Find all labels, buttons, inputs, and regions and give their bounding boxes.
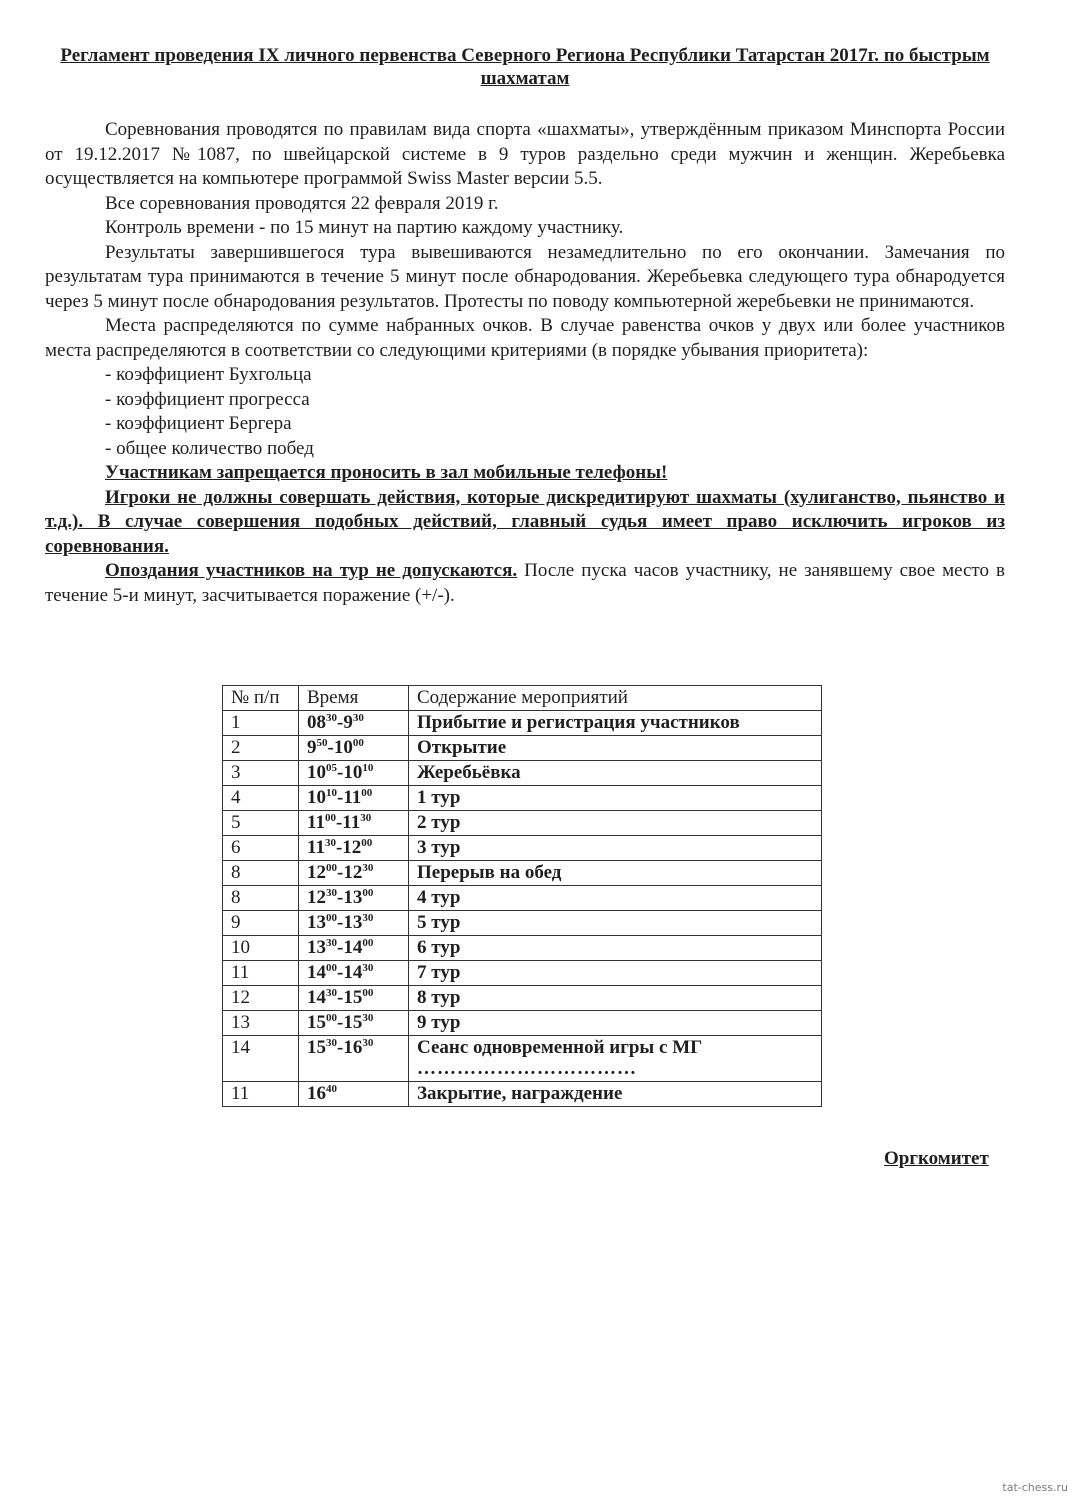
time-start-minutes: 30 xyxy=(326,937,337,949)
warning-phones-text: Участникам запрещается проносить в зал мобильные телефоны! xyxy=(105,462,668,483)
table-row xyxy=(223,811,822,836)
time-end-hour: 10 xyxy=(343,762,363,783)
site-watermark: tat-chess.ru xyxy=(1002,1481,1068,1494)
row-time xyxy=(299,961,409,986)
warning-late xyxy=(45,559,1005,608)
time-end-minutes: 30 xyxy=(362,862,374,874)
time-end-minutes: 00 xyxy=(352,737,364,749)
time-start-hour: 12 xyxy=(307,862,326,883)
row-number: 13 xyxy=(223,1011,299,1036)
event-text: 7 тур xyxy=(417,962,461,983)
row-number: 9 xyxy=(223,911,299,936)
time-start-minutes: 30 xyxy=(326,712,337,724)
event-text: 8 тур xyxy=(417,987,461,1008)
row-time xyxy=(299,736,409,761)
row-time xyxy=(299,986,409,1011)
time-end-hour: 10 xyxy=(333,737,353,758)
row-number: 3 xyxy=(223,761,299,786)
time-start-minutes: 00 xyxy=(326,962,337,974)
time-dash: - xyxy=(337,862,344,883)
event-text: Жеребьёвка xyxy=(417,762,521,783)
time-start-hour: 10 xyxy=(307,787,326,808)
table-row xyxy=(223,1036,822,1082)
schedule-table xyxy=(222,685,822,1107)
event-text: Сеанс одновременной игры с МГ xyxy=(417,1037,703,1058)
time-end-hour: 14 xyxy=(343,937,363,958)
time-start-hour: 9 xyxy=(307,737,317,758)
paragraph-time-control: Контроль времени - по 15 минут на партию каждому участнику. xyxy=(105,217,624,238)
paragraph-date: Все соревнования проводятся 22 февраля 2019 г. xyxy=(105,192,499,214)
time-dash: - xyxy=(327,737,334,758)
time-dash: - xyxy=(337,712,344,733)
time-start-hour: 10 xyxy=(307,762,326,783)
time-dash: - xyxy=(335,812,343,833)
time-end-hour: 12 xyxy=(343,862,363,883)
row-time xyxy=(299,936,409,961)
event-text: Открытие xyxy=(417,737,507,758)
time-end-hour: 13 xyxy=(343,912,363,933)
signature-orgcommittee: Оргкомитет xyxy=(884,1148,989,1169)
time-dash: - xyxy=(337,912,344,933)
time-dash: - xyxy=(337,787,344,808)
row-time xyxy=(299,811,409,836)
row-event xyxy=(409,711,822,736)
time-end-minutes: 00 xyxy=(362,937,374,949)
time-end-minutes: 00 xyxy=(361,837,373,849)
time-end-minutes: 30 xyxy=(362,1037,374,1049)
time-start-minutes: 00 xyxy=(324,812,336,824)
row-number: 14 xyxy=(223,1036,299,1082)
row-number: 10 xyxy=(223,936,299,961)
time-end-hour: 11 xyxy=(343,787,362,808)
row-time xyxy=(299,836,409,861)
table-row xyxy=(223,886,822,911)
row-event xyxy=(409,811,822,836)
row-time xyxy=(299,761,409,786)
row-time xyxy=(299,1011,409,1036)
row-number: 4 xyxy=(223,786,299,811)
table-row xyxy=(223,736,822,761)
time-end-hour: 9 xyxy=(343,712,353,733)
paragraph-rules: Соревнования проводятся по правилам вида спорта «шахматы», утверждённым приказом Минспорта России от 19.12.2017 №1087, по швейцарской системе в 9 туров раздельно среди мужчин и женщин. Жеребьевка осуществляется на компьютере программой Swiss Master версии 5.5. xyxy=(45,119,1005,189)
time-start-hour: 14 xyxy=(307,987,326,1008)
time-start-hour: 16 xyxy=(307,1083,326,1104)
table-row xyxy=(223,986,822,1011)
time-start-hour: 13 xyxy=(307,937,326,958)
warning-conduct-text: Игроки не должны совершать действия, которые дискредитируют шахматы (хулиганство, пьянство и т.д.). В случае совершения подобных действий, главный судья имеет право исключить игроков из соревнования. xyxy=(45,486,1005,557)
row-event xyxy=(409,1036,822,1082)
time-start-minutes: 10 xyxy=(326,787,337,799)
document-page xyxy=(45,44,1005,608)
time-end-hour: 13 xyxy=(343,887,363,908)
table-row xyxy=(223,711,822,736)
row-event xyxy=(409,1011,822,1036)
time-end-minutes: 00 xyxy=(362,987,374,999)
row-number: 8 xyxy=(223,861,299,886)
time-end-hour: 14 xyxy=(343,962,363,983)
event-text: 9 тур xyxy=(417,1012,461,1033)
row-number: 5 xyxy=(223,811,299,836)
event-extra: …………………………… xyxy=(417,1058,637,1079)
row-number: 8 xyxy=(223,886,299,911)
time-start-hour: 08 xyxy=(307,712,326,733)
table-row xyxy=(223,761,822,786)
event-text: 3 тур xyxy=(417,837,461,858)
table-row xyxy=(223,911,822,936)
time-dash: - xyxy=(337,1012,344,1033)
time-end-hour: 15 xyxy=(343,1012,363,1033)
row-event xyxy=(409,911,822,936)
row-time xyxy=(299,861,409,886)
time-end-minutes: 10 xyxy=(362,762,374,774)
row-time xyxy=(299,786,409,811)
time-start-hour: 13 xyxy=(307,912,326,933)
row-time xyxy=(299,711,409,736)
row-time xyxy=(299,1036,409,1082)
row-number: 2 xyxy=(223,736,299,761)
time-dash: - xyxy=(335,837,343,858)
paragraph-placement: Места распределяются по сумме набранных очков. В случае равенства очков у двух или более участников места распределяются в соответствии со следующими критериями (в порядке убывания приоритета): xyxy=(45,315,1005,361)
row-number: 11 xyxy=(223,1082,299,1107)
paragraph-results: Результаты завершившегося тура вывешиваются незамедлительно по его окончании. Замечания по результатам тура принимаются в течение 5 минут после обнародования. Жеребьевка следующего тура обнародуется через 5 минут после обнародования результатов. Протесты по поводу компьютерной жеребьевки не принимаются. xyxy=(45,241,1005,312)
event-text: Перерыв на обед xyxy=(417,862,562,883)
header-time: Время xyxy=(299,686,409,711)
schedule-header-row xyxy=(223,686,822,711)
warning-conduct xyxy=(45,486,1005,560)
row-event xyxy=(409,736,822,761)
document-title: Регламент проведения IX личного первенства Северного Региона Республики Татарстан 2017г. по быстрым шахматам xyxy=(60,45,990,89)
table-row xyxy=(223,936,822,961)
time-end-minutes: 00 xyxy=(362,887,374,899)
warning-late-rest: После пуска часов участнику, не занявшему свое место в течение 5-и минут, засчитывается поражение (+/-). xyxy=(45,560,1005,606)
time-dash: - xyxy=(337,887,344,908)
table-row xyxy=(223,861,822,886)
time-dash: - xyxy=(337,937,344,958)
event-text: Прибытие и регистрация участников xyxy=(417,712,740,733)
table-row xyxy=(223,1011,822,1036)
row-time xyxy=(299,1082,409,1107)
time-start-minutes: 40 xyxy=(326,1083,337,1095)
time-dash: - xyxy=(337,987,344,1008)
row-number: 6 xyxy=(223,836,299,861)
row-event xyxy=(409,936,822,961)
time-start-minutes: 30 xyxy=(324,837,336,849)
time-start-minutes: 30 xyxy=(326,887,337,899)
time-end-hour: 12 xyxy=(342,837,362,858)
time-start-hour: 11 xyxy=(307,812,325,833)
time-start-minutes: 05 xyxy=(326,762,337,774)
row-event xyxy=(409,1082,822,1107)
time-start-minutes: 50 xyxy=(316,737,328,749)
table-row xyxy=(223,786,822,811)
time-end-minutes: 30 xyxy=(362,962,374,974)
time-start-hour: 14 xyxy=(307,962,326,983)
time-start-hour: 12 xyxy=(307,887,326,908)
row-event xyxy=(409,886,822,911)
criterion-item: - общее количество побед xyxy=(105,437,314,459)
time-end-minutes: 30 xyxy=(352,712,364,724)
time-end-hour: 15 xyxy=(343,987,363,1008)
row-time xyxy=(299,886,409,911)
time-start-minutes: 00 xyxy=(326,912,337,924)
table-row xyxy=(223,1082,822,1107)
time-start-hour: 15 xyxy=(307,1012,326,1033)
row-event xyxy=(409,761,822,786)
row-time xyxy=(299,911,409,936)
time-end-minutes: 30 xyxy=(360,812,372,824)
time-dash: - xyxy=(337,962,344,983)
header-number: № п/п xyxy=(223,686,299,711)
row-number: 1 xyxy=(223,711,299,736)
time-end-hour: 16 xyxy=(343,1037,363,1058)
time-start-minutes: 00 xyxy=(326,1012,337,1024)
table-row xyxy=(223,961,822,986)
row-event xyxy=(409,986,822,1011)
event-text: Закрытие, награждение xyxy=(417,1083,623,1104)
time-start-minutes: 30 xyxy=(326,987,337,999)
time-end-minutes: 30 xyxy=(362,912,374,924)
table-row xyxy=(223,836,822,861)
warning-phones xyxy=(45,461,1005,486)
row-event xyxy=(409,786,822,811)
time-end-minutes: 00 xyxy=(361,787,373,799)
time-dash: - xyxy=(337,762,344,783)
time-start-minutes: 00 xyxy=(326,862,337,874)
event-text: 5 тур xyxy=(417,912,461,933)
row-event xyxy=(409,861,822,886)
row-event xyxy=(409,961,822,986)
criterion-item: - коэффициент Бергера xyxy=(105,413,292,434)
time-start-hour: 15 xyxy=(307,1037,326,1058)
time-start-hour: 11 xyxy=(307,837,325,858)
time-end-hour: 11 xyxy=(342,812,361,833)
criterion-item: - коэффициент прогресса xyxy=(105,388,310,410)
event-text: 4 тур xyxy=(417,887,461,908)
time-start-minutes: 30 xyxy=(326,1037,337,1049)
row-number: 11 xyxy=(223,961,299,986)
header-event: Содержание мероприятий xyxy=(409,686,822,711)
event-text: 2 тур xyxy=(417,812,461,833)
time-dash: - xyxy=(337,1037,344,1058)
event-text: 1 тур xyxy=(417,787,461,808)
time-end-minutes: 30 xyxy=(362,1012,374,1024)
warning-late-bold: Опоздания участников на тур не допускаются. xyxy=(105,560,518,581)
row-event xyxy=(409,836,822,861)
row-number: 12 xyxy=(223,986,299,1011)
event-text: 6 тур xyxy=(417,937,461,958)
criterion-item: - коэффициент Бухгольца xyxy=(105,364,312,385)
